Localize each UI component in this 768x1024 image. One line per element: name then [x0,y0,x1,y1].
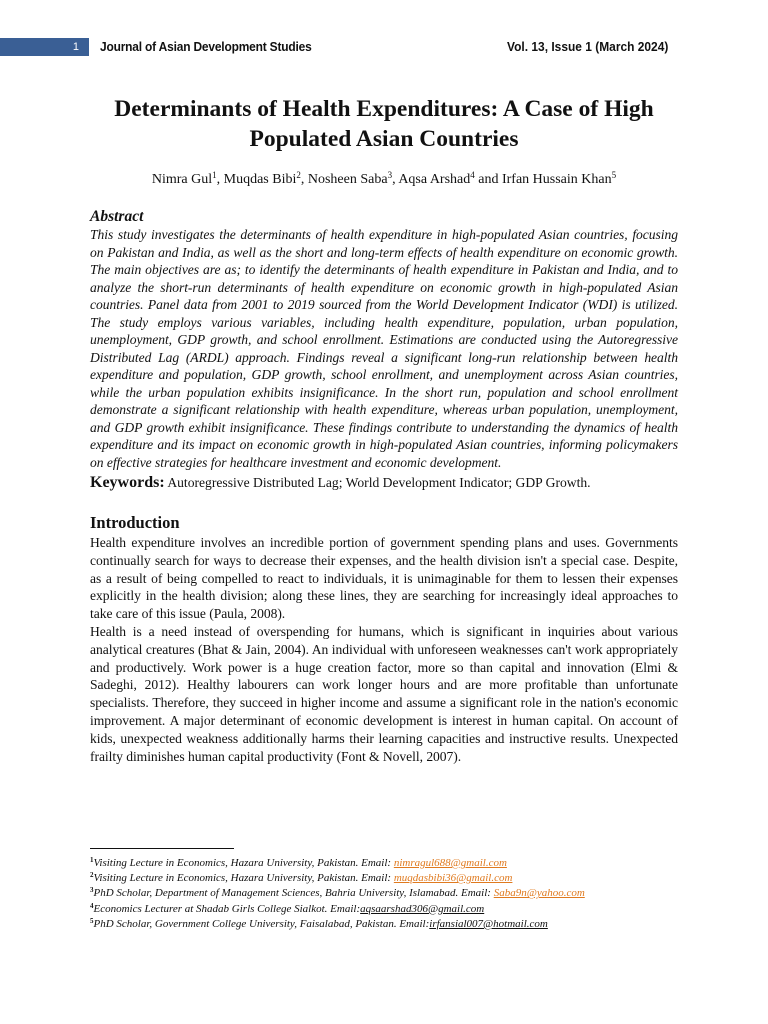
author-affiliation-mark: 4 [470,170,475,180]
abstract-heading: Abstract [90,208,144,225]
footnote-text: Economics Lecturer at Shadab Girls College Sialkot. Email: [93,902,361,915]
footnote-number: 3 [90,886,94,895]
footnote-5 [90,917,690,932]
author-separator: , [392,172,399,187]
keywords [90,473,678,493]
author-name: Muqdas Bibi [223,172,297,187]
main-content [90,207,678,765]
footnote-2 [90,871,690,886]
footnote-email-link[interactable]: aqsaarshad306@gmail.com [360,902,485,915]
footnote-text: Visiting Lecture in Economics, Hazara University, Pakistan. Email: [93,857,394,869]
author-name: Nimra Gul [151,172,213,187]
footnote-email-link[interactable]: irfansial007@hotmail.com [429,917,548,930]
footnote-1 [90,856,690,871]
running-header [0,36,768,58]
footnote-4 [90,902,690,917]
author-separator: and [474,172,502,187]
issue-info: Vol. 13, Issue 1 (March 2024) [506,39,668,54]
author-separator: , [216,172,224,187]
paper-title: Determinants of Health Expenditures: A Case of High Populated Asian Countries [114,96,654,152]
author-separator: , [300,172,308,187]
journal-name: Journal of Asian Development Studies [100,39,312,54]
introduction-heading: Introduction [90,513,180,532]
author-name: Irfan Hussain Khan [501,172,612,187]
footnote-email-link[interactable]: Saba9n@yahoo.com [493,887,585,900]
keywords-label: Keywords: [90,474,165,491]
footnote-3 [90,886,690,901]
author-list [80,171,688,189]
author-affiliation-mark: 2 [296,170,301,180]
author-affiliation-mark: 1 [212,170,217,180]
author-name: Aqsa Arshad [398,172,471,187]
page-number: 1 [72,41,79,53]
introduction-paragraph-2: Health is a need instead of overspending for humans, which is significant in inquiries about various analytical creatures (Bhat & Jain, 2004). An individual with unforeseen weaknesses can't work appropriately and productively. Work power is a huge creation factor, more so than capital and innovation (Elmi & Sadeghi, 2012). Healthy labourers can work longer hours and are more profitable than unfortunate specialists. Therefore, they succeed in higher income and assume a significant role in the nation's economic improvement. A major determinant of economic development is interest in human capital. On account of kids, unexpected weakness additionally harms their learning capacities and instructive results. Unexpected frailty diminishes human capital productivity (Font & Novell, 2007). [90,623,678,764]
footnote-number: 5 [90,916,94,925]
footnote-email-link[interactable]: nimragul688@gmail.com [393,857,507,869]
author-affiliation-mark: 5 [611,170,617,180]
footnote-number: 4 [90,901,94,910]
footnotes [90,856,690,932]
keywords-text: Autoregressive Distributed Lag; World Development Indicator; GDP Growth. [167,475,591,490]
footnote-text: PhD Scholar, Government College University, Faisalabad, Pakistan. Email: [93,917,430,930]
footnote-email-link[interactable]: muqdasbibi36@gmail.com [393,872,513,885]
footnote-number: 2 [90,871,94,880]
footnote-number: 1 [90,856,94,864]
abstract-text: This study investigates the determinants of health expenditure in high-populated Asian countries, focusing on Pakistan and India, as well as the short and long-term effects of health expenditure on economic growth. The main objectives are as; to identify the determinants of health expenditure in Pakistan and India, and to analyze the short-run determinants of health expenditure on economic growth in high-populated Asian countries. Panel data from 2001 to 2019 sourced from the World Development Indicator (WDI) is utilized. The study employs various variables, including health expenditure, population, urban population, unemployment, GDP growth, and school enrollment. Estimations are conducted using the Autoregressive Distributed Lag (ARDL) approach. Findings reveal a significant long-run relationship between health expenditure and population, GDP growth, school enrollment, and unemployment across Asian countries, while the urban population exhibits insignificance. In the short run, population and school enrollment demonstrate a significant relationship with health expenditure, whereas urban population, unemployment, and GDP growth exhibit insignificance. These findings contribute to understanding the dynamics of health expenditure and its impact on economic growth in high-populated Asian countries, informing policymakers on effective strategies for healthcare investment and economic development. [90,227,678,470]
footnote-divider [90,848,234,849]
author-affiliation-mark: 3 [387,170,393,180]
author-name: Nosheen Saba [307,172,388,187]
footnote-text: Visiting Lecture in Economics, Hazara University, Pakistan. Email: [93,872,394,885]
footnote-text: PhD Scholar, Department of Management Sciences, Bahria University, Islamabad. Email: [93,887,494,900]
introduction-paragraph-1: Health expenditure involves an incredible portion of government spending plans and uses. Governments continually search for ways to decrease their expenses, and the health division isn't a special case. Despite, as a result of being compelled to react to individuals, it is unimaginable for them to lessen their expenses explicitly in the health division; along these lines, they are searching for increasingly ideal approaches to take care of this issue (Paula, 2008). [90,535,678,622]
